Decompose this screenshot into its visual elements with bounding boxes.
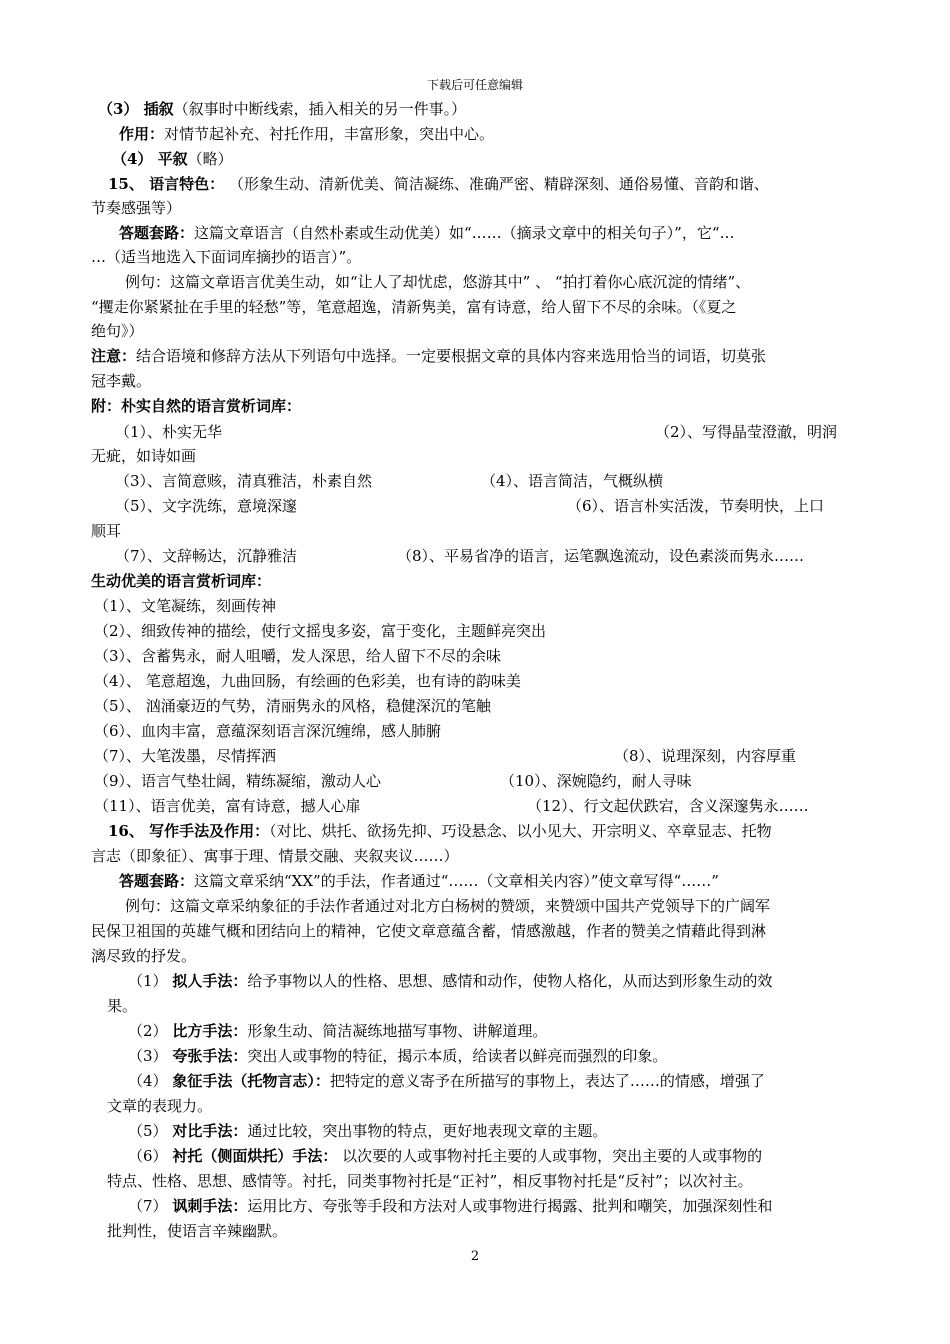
text-line: （1） 拟人手法：给予事物以人的性格、思想、感情和动作，使物人格化，从而达到形象生动的效 (128, 972, 773, 990)
text-line: 言志（即象征）、寓事于理、情景交融、夹叙夹议……） (91, 847, 459, 865)
text-line: （4） 平叙（略） (112, 150, 233, 168)
list-item: （2）、写得晶莹澄澈，明润 (655, 423, 838, 441)
text-line: 漓尽致的抒发。 (91, 947, 197, 965)
text-line: （5） 对比手法：通过比较，突出事物的特点，更好地表现文章的主题。 (128, 1122, 608, 1140)
list-item: 顺耳 (91, 522, 122, 540)
list-item: （12）、行文起伏跌宕，含义深邃隽永…… (527, 797, 809, 815)
list-item: （3）、含蓄隽永，耐人咀嚼，发人深思，给人留下不尽的余味 (94, 647, 502, 665)
section-heading: 附：朴实自然的语言赏析词库： (91, 397, 302, 415)
text-line: 冠李戴。 (91, 372, 152, 390)
list-item: （2）、细致传神的描绘，使行文摇曳多姿，富于变化，主题鲜亮突出 (94, 622, 547, 640)
page-number: 2 (470, 1249, 480, 1264)
text-line: （6） 衬托（侧面烘托）手法： 以次要的人或事物衬托主要的人或事物，突出主要的人或事物的 (128, 1147, 763, 1165)
list-item: （9）、语言气垫壮阔，精练凝缩，激动人心 (94, 772, 382, 790)
list-item: （8）、说理深刻，内容厚重 (614, 747, 797, 765)
text-line: 作用：对情节起补充、衬托作用，丰富形象，突出中心。 (119, 125, 495, 143)
list-item: （1）、朴实无华 (115, 423, 223, 441)
text-line: 15、 语言特色： （形象生动、清新优美、简洁凝练、准确严密、精辟深刻、通俗易懂、音韵和谐、 (108, 175, 769, 193)
text-line: （3） 夸张手法：突出人或事物的特征，揭示本质，给读者以鲜亮而强烈的印象。 (128, 1047, 668, 1065)
page-header: 下载后可任意编辑 (426, 78, 523, 92)
text-line: 特点、性格、思想、感情等。衬托，同类事物衬托是“正衬”，相反事物衬托是“反衬”；以次衬主。 (107, 1172, 753, 1190)
list-item: （6）、血肉丰富，意蕴深刻语言深沉缠绵，感人肺腑 (94, 722, 442, 740)
text-line: 批判性，使语言辛辣幽默。 (107, 1222, 288, 1240)
list-item: （5）、文字洗练，意境深邃 (115, 497, 298, 515)
list-item: （3）、言简意赅，清真雅洁，朴素自然 (115, 472, 373, 490)
list-item: （7）、文辞畅达，沉静雅洁 (115, 547, 298, 565)
list-item: （5）、 汹涌豪迈的气势，清丽隽永的风格，稳健深沉的笔触 (94, 697, 491, 715)
text-line: 节奏感强等） (91, 199, 182, 217)
text-line: …（适当地选入下面词库摘抄的语言）”。 (91, 248, 362, 266)
list-item: 无疵，如诗如画 (91, 447, 197, 465)
text-line: 答题套路：这篇文章语言（自然朴素或生动优美）如“……（摘录文章中的相关句子）”，它“… (119, 224, 735, 242)
list-item: （4）、 笔意超逸，九曲回肠，有绘画的色彩美，也有诗的韵味美 (94, 672, 521, 690)
text-line: 注意：结合语境和修辞方法从下列语句中选择。一定要根据文章的具体内容来选用恰当的词语，切莫张 (91, 347, 767, 365)
list-item: （11）、语言优美，富有诗意，撼人心扉 (94, 797, 361, 815)
text-line: 绝句》） (91, 322, 144, 340)
list-item: （6）、语言朴实活泼，节奏明快，上口 (567, 497, 825, 515)
list-item: （10）、深婉隐约，耐人寻味 (500, 772, 692, 790)
text-line: 果。 (107, 997, 138, 1015)
text-line: （4） 象征手法（托物言志）：把特定的意义寄予在所描写的事物上，表达了……的情感，增强了 (128, 1072, 765, 1090)
text-line: （7） 讽刺手法：运用比方、夸张等手段和方法对人或事物进行揭露、批判和嘲笑，加强深刻性和 (128, 1197, 773, 1215)
list-item: （1）、文笔凝练，刻画传神 (94, 597, 277, 615)
text-line: 民保卫祖国的英雄气概和团结向上的精神，它使文章意蕴含蓄，情感激越，作者的赞美之情藉此得到淋 (91, 922, 767, 940)
text-line: 16、 写作手法及作用：（对比、烘托、欲扬先抑、巧设悬念、以小见大、开宗明义、卒章显志、托物 (108, 822, 772, 840)
text-line: （2） 比方手法：形象生动、简洁凝练地描写事物、讲解道理。 (128, 1022, 548, 1040)
text-line: “攫走你紧紧扯在手里的轻愁”等，笔意超逸，清新隽美，富有诗意，给人留下不尽的余味。（《夏之 (91, 298, 737, 316)
list-item: （8）、平易省净的语言，运笔飘逸流动，设色素淡而隽永…… (397, 547, 805, 565)
text-line: 例句：这篇文章语言优美生动，如“让人了却忧虑，悠游其中” 、 “拍打着你心底沉淀的情绪”、 (125, 273, 751, 291)
text-line: 答题套路：这篇文章采纳“XX”的手法，作者通过“……（文章相关内容）”使文章写得“……” (119, 872, 719, 890)
text-line: （3） 插叙（叙事时中断线索，插入相关的另一件事。） (98, 100, 467, 118)
list-item: （7）、大笔泼墨，尽情挥洒 (94, 747, 277, 765)
text-line: 例句：这篇文章采纳象征的手法作者通过对北方白杨树的赞颂，来赞颂中国共产党领导下的广阔军 (125, 897, 771, 915)
text-line: 文章的表现力。 (107, 1097, 213, 1115)
list-item: （4）、语言简洁，气概纵横 (481, 472, 664, 490)
section-heading: 生动优美的语言赏析词库： (91, 572, 272, 590)
